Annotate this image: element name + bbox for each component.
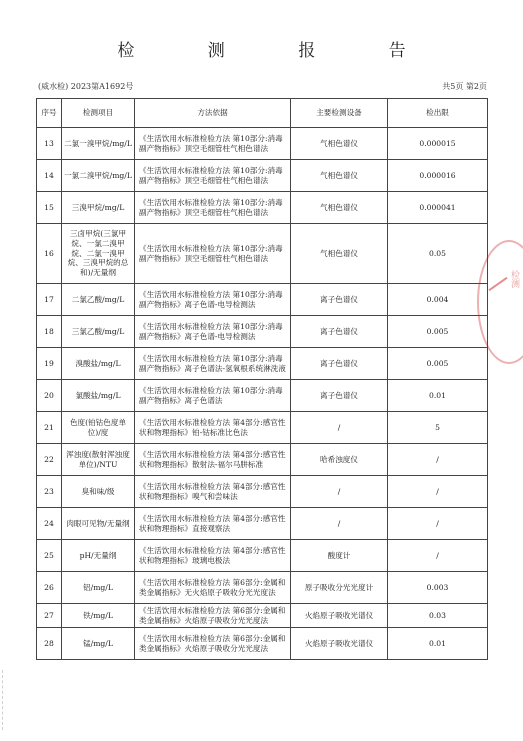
table-row — [37, 444, 488, 476]
row-limit: 0.01 — [388, 628, 488, 660]
table-row — [37, 128, 488, 160]
row-no: 23 — [37, 476, 62, 508]
row-method: 《生活饮用水标准检验方法 第4部分:感官性状和物理指标》嗅气和尝味法 — [135, 476, 291, 508]
header-equipment: 主要检测设备 — [291, 99, 388, 128]
row-item: 臭和味/级 — [62, 476, 135, 508]
table-row — [37, 604, 488, 628]
row-method: 《生活饮用水标准检验方法 第6部分:金属和类金属指标》无火焰原子吸收分光光度法 — [135, 572, 291, 604]
row-no: 14 — [37, 160, 62, 192]
row-limit: / — [388, 476, 488, 508]
row-method: 《生活饮用水标准检验方法 第10部分:消毒副产物指标》离子色谱法-氢氧根系统淋洗液 — [135, 348, 291, 380]
row-equipment: 离子色谱仪 — [291, 316, 388, 348]
row-item: 三溴甲烷/mg/L — [62, 192, 135, 224]
seal-text: 检测 — [509, 270, 519, 288]
row-item: 氯酸盐/mg/L — [62, 380, 135, 412]
row-equipment: / — [291, 476, 388, 508]
row-method: 《生活饮用水标准检验方法 第4部分:感官性状和物理指标》直接观察法 — [135, 508, 291, 540]
row-item: 锰/mg/L — [62, 628, 135, 660]
row-no: 26 — [37, 572, 62, 604]
row-limit: 0.004 — [388, 284, 488, 316]
header-item: 检测项目 — [62, 99, 135, 128]
table-row — [37, 628, 488, 660]
row-limit: 0.000016 — [388, 160, 488, 192]
row-no: 20 — [37, 380, 62, 412]
row-equipment: / — [291, 508, 388, 540]
table-row — [37, 160, 488, 192]
row-equipment: 离子色谱仪 — [291, 348, 388, 380]
row-method: 《生活饮用水标准检验方法 第4部分:感官性状和物理指标》铂-钴标准比色法 — [135, 412, 291, 444]
row-limit: 0.000041 — [388, 192, 488, 224]
row-limit: / — [388, 444, 488, 476]
row-method: 《生活饮用水标准检验方法 第6部分:金属和类金属指标》火焰原子吸收分光光度法 — [135, 628, 291, 660]
row-no: 18 — [37, 316, 62, 348]
row-item: 二氯一溴甲烷/mg/L — [62, 128, 135, 160]
table-row — [37, 412, 488, 444]
row-method: 《生活饮用水标准检验方法 第10部分:消毒副产物指标》顶空毛细管柱气相色谱法 — [135, 128, 291, 160]
row-no: 15 — [37, 192, 62, 224]
table-row — [37, 572, 488, 604]
row-equipment: 火焰原子吸收光谱仪 — [291, 628, 388, 660]
binding-edge-mark — [2, 670, 13, 730]
row-item: 一氯二溴甲烷/mg/L — [62, 160, 135, 192]
row-limit: 0.05 — [388, 224, 488, 284]
header-no: 序号 — [37, 99, 62, 128]
table-row — [37, 316, 488, 348]
table-row — [37, 224, 488, 284]
row-equipment: 酸度计 — [291, 540, 388, 572]
row-item: 铝/mg/L — [62, 572, 135, 604]
header-method: 方法依据 — [135, 99, 291, 128]
row-limit: 0.01 — [388, 380, 488, 412]
row-no: 16 — [37, 224, 62, 284]
row-limit: 0.005 — [388, 348, 488, 380]
row-method: 《生活饮用水标准检验方法 第4部分:感官性状和物理指标》玻璃电极法 — [135, 540, 291, 572]
row-equipment: 哈希浊度仪 — [291, 444, 388, 476]
row-item: 二氯乙酸/mg/L — [62, 284, 135, 316]
row-no: 22 — [37, 444, 62, 476]
row-equipment: 气相色谱仪 — [291, 224, 388, 284]
report-title: 检 测 报 告 — [117, 41, 440, 61]
row-equipment: 气相色谱仪 — [291, 160, 388, 192]
row-item: 色度(铂钴色度单位)/度 — [62, 412, 135, 444]
row-limit: 0.003 — [388, 572, 488, 604]
row-equipment: 离子色谱仪 — [291, 380, 388, 412]
row-item: pH/无量纲 — [62, 540, 135, 572]
row-method: 《生活饮用水标准检验方法 第6部分:金属和类金属指标》火焰原子吸收分光光度法 — [135, 604, 291, 628]
row-method: 《生活饮用水标准检验方法 第10部分:消毒副产物指标》离子色谱法 — [135, 380, 291, 412]
row-limit: 0.005 — [388, 316, 488, 348]
row-method: 《生活饮用水标准检验方法 第10部分:消毒副产物指标》顶空毛细管柱气相色谱法 — [135, 224, 291, 284]
table-row — [37, 508, 488, 540]
row-method: 《生活饮用水标准检验方法 第10部分:消毒副产物指标》离子色谱-电导检测法 — [135, 316, 291, 348]
row-no: 27 — [37, 604, 62, 628]
row-equipment: 离子色谱仪 — [291, 284, 388, 316]
row-item: 铁/mg/L — [62, 604, 135, 628]
table-row — [37, 380, 488, 412]
row-method: 《生活饮用水标准检验方法 第4部分:感官性状和物理指标》散射法-福尔马肼标准 — [135, 444, 291, 476]
row-equipment: 气相色谱仪 — [291, 192, 388, 224]
row-no: 24 — [37, 508, 62, 540]
table-row — [37, 540, 488, 572]
results-table — [36, 98, 488, 660]
row-no: 13 — [37, 128, 62, 160]
row-no: 19 — [37, 348, 62, 380]
report-number: (威水检) 2023第A1692号 — [38, 82, 134, 91]
row-item: 浑浊度(散射浑浊度单位)/NTU — [62, 444, 135, 476]
table-row — [37, 192, 488, 224]
row-no: 17 — [37, 284, 62, 316]
row-limit: / — [388, 508, 488, 540]
row-no: 28 — [37, 628, 62, 660]
row-limit: 5 — [388, 412, 488, 444]
row-item: 三卤甲烷(三氯甲烷、一氯二溴甲烷、二氯一溴甲烷、三溴甲烷的总和)/无量纲 — [62, 224, 135, 284]
table-row — [37, 284, 488, 316]
row-equipment: 气相色谱仪 — [291, 128, 388, 160]
table-row — [37, 348, 488, 380]
row-item: 溴酸盐/mg/L — [62, 348, 135, 380]
row-equipment: 原子吸收分光光度计 — [291, 572, 388, 604]
row-limit: 0.03 — [388, 604, 488, 628]
table-header-row — [37, 99, 488, 128]
row-equipment: 火焰原子吸收光谱仪 — [291, 604, 388, 628]
row-limit: / — [388, 540, 488, 572]
row-item: 肉眼可见物/无量纲 — [62, 508, 135, 540]
row-equipment: / — [291, 412, 388, 444]
row-method: 《生活饮用水标准检验方法 第10部分:消毒副产物指标》顶空毛细管柱气相色谱法 — [135, 192, 291, 224]
row-item: 三氯乙酸/mg/L — [62, 316, 135, 348]
header-limit: 检出限 — [388, 99, 488, 128]
table-row — [37, 476, 488, 508]
row-method: 《生活饮用水标准检验方法 第10部分:消毒副产物指标》离子色谱-电导检测法 — [135, 284, 291, 316]
row-method: 《生活饮用水标准检验方法 第10部分:消毒副产物指标》顶空毛细管柱气相色谱法 — [135, 160, 291, 192]
row-no: 21 — [37, 412, 62, 444]
row-no: 25 — [37, 540, 62, 572]
page-info: 共5页 第2页 — [442, 82, 487, 91]
row-limit: 0.000015 — [388, 128, 488, 160]
